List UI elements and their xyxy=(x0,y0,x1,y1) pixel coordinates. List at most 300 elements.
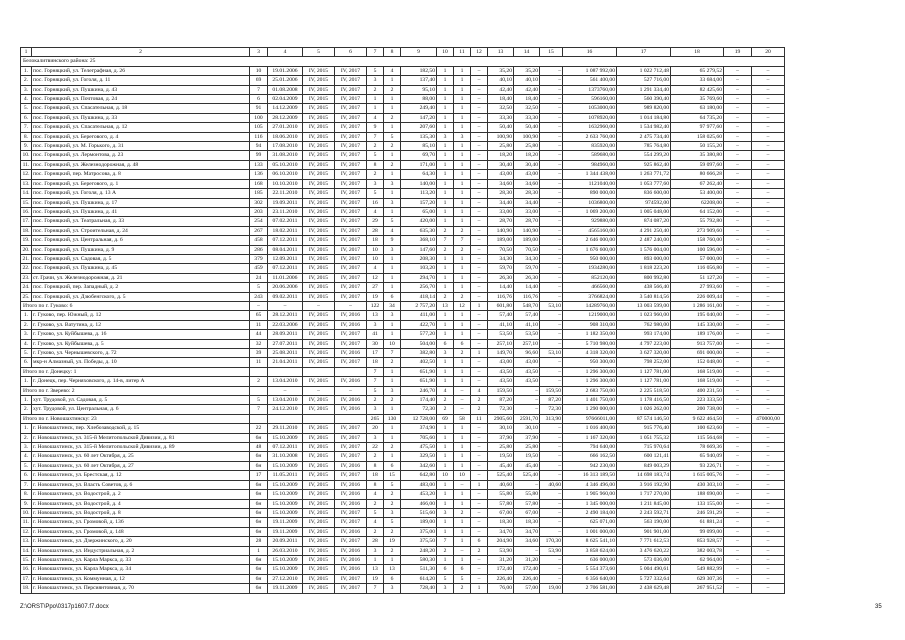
table-cell: – xyxy=(752,283,785,292)
table-cell: IV, 2015 xyxy=(303,283,335,292)
table-cell: – xyxy=(514,405,540,414)
table-cell: 158 760,00 xyxy=(671,236,724,245)
column-number-header: 14 xyxy=(514,48,540,57)
table-cell: IV, 2015 xyxy=(303,584,335,593)
table-cell: 5 xyxy=(384,217,401,226)
table-cell: 62 964,00 xyxy=(671,555,724,564)
table-cell: 22.11.2010 xyxy=(268,189,303,198)
table-cell: – xyxy=(724,189,752,198)
table-cell: 4 xyxy=(384,226,401,235)
table-cell: 51 127,20 xyxy=(671,273,724,282)
table-cell: 1 717 270,00 xyxy=(617,490,671,499)
table-cell: 2 475 734,40 xyxy=(617,132,671,141)
table-cell: 1036800,00 xyxy=(563,198,617,207)
table-cell: – xyxy=(454,396,471,405)
table-cell: 34,70 xyxy=(488,527,514,536)
table-cell: 420,00 xyxy=(401,217,437,226)
table-cell: – xyxy=(471,160,488,169)
table-cell: – xyxy=(724,301,752,310)
table-cell: 62208,00 xyxy=(671,198,724,207)
table-cell: 651,90 xyxy=(401,367,437,376)
table-cell: 40,60 xyxy=(540,480,563,489)
table-cell: – xyxy=(752,433,785,442)
table-cell: 22 xyxy=(250,424,268,433)
table-cell: – xyxy=(752,151,785,160)
table-cell: 1 xyxy=(454,424,471,433)
table-cell: 24 xyxy=(250,273,268,282)
table-cell: 25,80 xyxy=(488,443,514,452)
table-cell: 1 xyxy=(471,584,488,593)
table-cell: 2 490 184,00 xyxy=(563,508,617,517)
table-cell: г. Донецк, пер. Черняховского, д. 14-в, литер А xyxy=(32,377,250,386)
table-cell: 5 554 373,60 xyxy=(563,565,617,574)
table-cell: 28 xyxy=(250,537,268,546)
table-cell: пос. Горняцкий, ул. Дзюбенгского, д. 5 xyxy=(32,292,250,301)
total-label: Итого по г. Новошахтинску: 23 xyxy=(21,414,250,423)
table-row xyxy=(21,292,785,301)
table-cell: г. Новошахтинск, ул. Громовой, д. 148 xyxy=(32,527,250,536)
table-cell: – xyxy=(268,301,303,310)
table-cell: 33,30 xyxy=(514,113,540,122)
table-cell: 256,70 xyxy=(401,283,437,292)
table-cell: – xyxy=(724,518,752,527)
column-number-header: 7 xyxy=(367,48,384,57)
table-cell: пос. Горняцкий, ул. Пушкина, д. 45 xyxy=(32,264,250,273)
table-cell: – xyxy=(471,330,488,339)
table-cell: 07.12.2011 xyxy=(268,264,303,273)
table-cell: – xyxy=(471,151,488,160)
table-cell: – xyxy=(752,236,785,245)
table-cell: IV, 2017 xyxy=(335,273,367,282)
table-cell: IV, 2015 xyxy=(303,537,335,546)
table-cell: – xyxy=(540,574,563,583)
table-cell: 1 xyxy=(437,283,454,292)
table-cell: – xyxy=(471,452,488,461)
table-cell: 1 xyxy=(437,311,454,320)
table-cell: 168 519,00 xyxy=(671,377,724,386)
table-cell: 1 291 334,40 xyxy=(617,85,671,94)
table-cell: IV, 2015 xyxy=(303,254,335,263)
table-cell: 20. xyxy=(22,246,30,253)
table-row xyxy=(21,518,785,527)
table-row xyxy=(21,85,785,94)
table-cell: – xyxy=(752,405,785,414)
table-cell: 05.10.2010 xyxy=(268,160,303,169)
table-cell: IV, 2016 xyxy=(335,377,367,386)
table-cell: – xyxy=(454,546,471,555)
table-cell: 65 279,52 xyxy=(671,66,724,75)
table-cell: 525,40 xyxy=(488,471,514,480)
table-cell: 6. xyxy=(21,113,32,122)
table-cell: 93 226,71 xyxy=(671,461,724,470)
table-cell: 15.10.2009 xyxy=(268,433,303,442)
table-cell: 18.06.2010 xyxy=(268,132,303,141)
column-number-header: 8 xyxy=(384,48,401,57)
table-cell: 1 xyxy=(437,377,454,386)
table-cell: 28.12.2009 xyxy=(268,113,303,122)
table-cell: 35 769,60 xyxy=(671,95,724,104)
table-cell: 7 xyxy=(367,377,384,386)
table-cell: 82 425,60 xyxy=(671,85,724,94)
table-cell: 1 xyxy=(384,170,401,179)
table-row xyxy=(21,527,785,536)
table-cell: 1 xyxy=(437,518,454,527)
table-cell: 87,20 xyxy=(540,396,563,405)
table-cell: 3. xyxy=(21,85,32,94)
table-row xyxy=(21,330,785,339)
table-cell: 950 300,00 xyxy=(563,358,617,367)
table-cell: 1053000,00 xyxy=(563,104,617,113)
table-cell: 4 xyxy=(367,113,384,122)
table-cell: 34,70 xyxy=(514,527,540,536)
table-cell: – xyxy=(540,292,563,301)
table-cell: 13. xyxy=(22,538,30,545)
table-cell: 69,70 xyxy=(401,151,437,160)
table-cell: 133 xyxy=(250,160,268,169)
table-cell: 1 xyxy=(250,546,268,555)
table-cell: 800 992,80 xyxy=(617,273,671,282)
table-cell: IV, 2015 xyxy=(303,113,335,122)
table-cell: 41,10 xyxy=(488,320,514,329)
table-cell: IV, 2015 xyxy=(303,170,335,179)
table-cell: – xyxy=(752,226,785,235)
table-cell: 207,60 xyxy=(401,123,437,132)
table-cell: г. Новошахтинск, пер. Хлебозаводской, д. 15 xyxy=(32,424,250,433)
table-cell: – xyxy=(752,330,785,339)
table-cell: 55 792,80 xyxy=(671,217,724,226)
table-cell: 91 xyxy=(250,104,268,113)
table-cell: – xyxy=(471,471,488,480)
table-cell: 18,30 xyxy=(514,518,540,527)
table-cell: 6н xyxy=(250,565,268,574)
table-cell: 6н xyxy=(250,555,268,564)
table-cell: 1 xyxy=(454,76,471,85)
table-cell: 72,30 xyxy=(488,405,514,414)
table-cell: 157,20 xyxy=(401,198,437,207)
table-cell: – xyxy=(540,273,563,282)
table-cell: 984960,00 xyxy=(563,160,617,169)
table-cell: 1 xyxy=(384,273,401,282)
table-cell: – xyxy=(471,518,488,527)
table-cell: IV, 2015 xyxy=(303,207,335,216)
table-cell: 4 xyxy=(471,386,488,395)
total-label: Итого по г. Зверево: 2 xyxy=(21,386,250,395)
table-cell: 1 xyxy=(454,311,471,320)
table-cell: 267 951,52 xyxy=(671,584,724,593)
table-cell: 1 127 781,00 xyxy=(617,377,671,386)
table-cell: 43,50 xyxy=(514,377,540,386)
table-cell: – xyxy=(752,396,785,405)
table-cell: 3. xyxy=(21,443,32,452)
table-cell: – xyxy=(752,132,785,141)
table-cell: 32,50 xyxy=(488,104,514,113)
table-cell: 182,50 xyxy=(401,66,437,75)
table-cell: – xyxy=(471,499,488,508)
table-cell: – xyxy=(540,490,563,499)
table-cell: пос. Горняцкий, пер. Матросова, д. 8 xyxy=(32,170,250,179)
table-cell: – xyxy=(303,386,335,395)
table-cell: – xyxy=(724,264,752,273)
table-cell: 1121040,00 xyxy=(563,179,617,188)
table-cell: – xyxy=(724,254,752,263)
table-cell: 140,00 xyxy=(401,179,437,188)
table-cell: 22.03.2006 xyxy=(268,320,303,329)
table-cell: 993 174,00 xyxy=(617,330,671,339)
table-cell: – xyxy=(752,198,785,207)
table-cell: – xyxy=(268,386,303,395)
table-cell: – xyxy=(724,66,752,75)
total-label: Итого по г. Гуково: 6 xyxy=(21,301,250,310)
table-cell: 3 xyxy=(454,132,471,141)
table-cell: 96,60 xyxy=(514,349,540,358)
table-cell: г. Новошахтинск, ул. 315-й Мелитопольской Дивизии, д. 81 xyxy=(32,433,250,442)
table-cell: 342,60 xyxy=(401,461,437,470)
table-cell: – xyxy=(540,160,563,169)
table-cell: 204,90 xyxy=(488,537,514,546)
table-cell: IV, 2016 xyxy=(335,320,367,329)
table-cell: 3 xyxy=(384,508,401,517)
table-cell: – xyxy=(752,546,785,555)
table-cell: 1 xyxy=(384,123,401,132)
table-cell: 10. xyxy=(22,152,30,159)
table-cell: 130 xyxy=(384,414,401,423)
table-cell: – xyxy=(514,386,540,395)
table-cell: г. Новошахтинск, ул. Брестская, д. 12 xyxy=(32,471,250,480)
table-cell: 2. xyxy=(21,433,32,442)
table-cell: 57 000,00 xyxy=(671,254,724,263)
table-cell: 53,90 xyxy=(540,546,563,555)
table-cell: 1 xyxy=(367,95,384,104)
table-cell: 2 757,20 xyxy=(401,301,437,310)
table-cell: IV, 2017 xyxy=(335,574,367,583)
table-cell: – xyxy=(471,226,488,235)
table-cell: 257,10 xyxy=(488,339,514,348)
table-cell: 12 xyxy=(367,273,384,282)
table-cell: 1 xyxy=(384,151,401,160)
table-cell: 09.02.2011 xyxy=(268,292,303,301)
table-cell: пос. Горняцкий, ул. Почтовая, д. 24 xyxy=(32,95,250,104)
table-cell: 2 xyxy=(384,546,401,555)
table-cell: 1 xyxy=(437,433,454,442)
table-cell: 267 xyxy=(250,226,268,235)
table-cell: 26.03.2010 xyxy=(268,546,303,555)
table-cell xyxy=(250,367,268,376)
total-label: Итого по г. Донецку: 1 xyxy=(21,367,250,376)
table-cell: 16. xyxy=(22,208,30,215)
table-cell: 1 xyxy=(437,76,454,85)
table-cell: – xyxy=(540,189,563,198)
table-cell: – xyxy=(752,471,785,480)
table-cell: 100,90 xyxy=(488,132,514,141)
table-cell: пос. Горняцкий, ул. Берегового, д. 1 xyxy=(32,179,250,188)
table-cell: – xyxy=(471,443,488,452)
table-cell: 203 xyxy=(250,207,268,216)
total-row xyxy=(21,301,785,310)
table-cell: 3 xyxy=(384,198,401,207)
table-cell: IV, 2015 xyxy=(303,499,335,508)
table-cell: 3 xyxy=(367,179,384,188)
table-cell: 80 666,28 xyxy=(671,170,724,179)
table-row xyxy=(21,170,785,179)
table-cell: 189,00 xyxy=(401,518,437,527)
table-cell: 1 xyxy=(384,95,401,104)
table-cell: 915 776,40 xyxy=(617,424,671,433)
table-cell: IV, 2015 xyxy=(303,189,335,198)
table-cell: – xyxy=(752,527,785,536)
table-cell: – xyxy=(724,104,752,113)
table-cell: – xyxy=(752,179,785,188)
table-cell: – xyxy=(752,311,785,320)
table-cell: 136 xyxy=(250,170,268,179)
table-cell: – xyxy=(454,386,471,395)
table-cell: – xyxy=(471,142,488,151)
table-cell: IV, 2015 xyxy=(303,508,335,517)
table-cell: 1 xyxy=(454,518,471,527)
table-cell: 3 xyxy=(384,179,401,188)
table-cell: IV, 2016 xyxy=(335,349,367,358)
table-cell: – xyxy=(540,254,563,263)
table-cell: 4 318 320,00 xyxy=(563,349,617,358)
table-row xyxy=(21,546,785,555)
table-cell: 27 xyxy=(367,283,384,292)
table-cell: 95,10 xyxy=(401,85,437,94)
table-cell: – xyxy=(724,198,752,207)
column-number-header: 17 xyxy=(617,48,671,57)
table-cell: 34,60 xyxy=(514,537,540,546)
table-cell: – xyxy=(724,537,752,546)
table-cell: 2 xyxy=(454,349,471,358)
table-cell: 635,30 xyxy=(401,226,437,235)
table-cell: 11 xyxy=(250,320,268,329)
table-cell: 14,40 xyxy=(514,283,540,292)
table-row xyxy=(21,405,785,414)
table-cell: 2 xyxy=(437,546,454,555)
table-cell: 116 xyxy=(250,132,268,141)
table-row xyxy=(21,104,785,113)
table-cell: IV, 2015 xyxy=(303,527,335,536)
table-cell: 14 698 183,74 xyxy=(617,471,671,480)
table-cell: 28 xyxy=(367,226,384,235)
table-cell: 248,20 xyxy=(401,546,437,555)
table-cell: 94 xyxy=(250,142,268,151)
table-cell: – xyxy=(752,104,785,113)
table-cell: – xyxy=(471,555,488,564)
table-cell: IV, 2015 xyxy=(303,264,335,273)
table-cell: 3 xyxy=(367,76,384,85)
table-cell: 1 001 000,00 xyxy=(563,527,617,536)
table-cell: – xyxy=(752,320,785,329)
table-cell: IV, 2017 xyxy=(335,283,367,292)
table-cell: 5. xyxy=(21,104,32,113)
table-cell: 4 xyxy=(367,518,384,527)
table-cell: пос. Горняцкий, ул. Гоголя, д. 13 А xyxy=(32,189,250,198)
table-cell: 1 xyxy=(454,179,471,188)
table-cell: IV, 2017 xyxy=(335,330,367,339)
table-cell: 589680,00 xyxy=(563,151,617,160)
table-cell: 7 xyxy=(454,236,471,245)
table-cell: 13 xyxy=(367,311,384,320)
table-cell: 57,00 xyxy=(514,584,540,593)
table-cell: 17. xyxy=(22,575,30,582)
table-cell: – xyxy=(724,386,752,395)
table-cell: – xyxy=(471,179,488,188)
table-row xyxy=(21,123,785,132)
table-cell: 6 356 640,00 xyxy=(563,574,617,583)
table-cell: 2 243 592,71 xyxy=(617,508,671,517)
table-cell: 1373760,00 xyxy=(563,85,617,94)
table-cell: – xyxy=(724,170,752,179)
table-cell: 3 540 814,56 xyxy=(617,292,671,301)
table-cell: – xyxy=(540,132,563,141)
table-cell: 5 xyxy=(367,151,384,160)
table-cell: 33,00 xyxy=(488,207,514,216)
table-cell: – xyxy=(724,226,752,235)
table-cell: – xyxy=(724,527,752,536)
table-row xyxy=(21,264,785,273)
table-row xyxy=(21,433,785,442)
table-cell: 2 xyxy=(367,499,384,508)
table-cell: IV, 2015 xyxy=(303,95,335,104)
table-cell: – xyxy=(540,555,563,564)
table-cell: 1 xyxy=(437,367,454,376)
table-cell: 1 xyxy=(437,452,454,461)
table-cell: – xyxy=(724,123,752,132)
table-cell: 64 152,00 xyxy=(671,207,724,216)
table-cell: 1 xyxy=(454,160,471,169)
table-cell: IV, 2017 xyxy=(335,123,367,132)
table-cell: г. Новошахтинск, ул. 315-й Мелитопольской Дивизии, д. 89 xyxy=(32,443,250,452)
table-cell: 25,80 xyxy=(514,443,540,452)
table-cell: 1 xyxy=(471,301,488,310)
table-cell: 4 xyxy=(384,66,401,75)
table-cell: 8 xyxy=(367,461,384,470)
table-cell: 31.08.2010 xyxy=(268,151,303,160)
table-cell: IV, 2017 xyxy=(335,339,367,348)
table-cell: мкр-н Алмазный, ул. Победы, д. 10 xyxy=(32,358,250,367)
table-cell: 22 xyxy=(367,443,384,452)
table-cell: 1 818 223,20 xyxy=(617,264,671,273)
table-cell: 4. xyxy=(21,95,32,104)
table-cell: 34,40 xyxy=(488,198,514,207)
table-cell: 3 xyxy=(384,245,401,254)
table-cell: 53,10 xyxy=(540,301,563,310)
table-cell: 1 xyxy=(437,424,454,433)
table-cell: 925 862,40 xyxy=(617,160,671,169)
table-cell: – xyxy=(724,160,752,169)
table-cell: – xyxy=(724,377,752,386)
table-cell: 31.10.2008 xyxy=(268,452,303,461)
table-cell: 10. xyxy=(22,509,30,516)
table-cell: 57,40 xyxy=(514,311,540,320)
table-cell: – xyxy=(724,179,752,188)
table-cell: 116,76 xyxy=(514,292,540,301)
table-cell: 6 xyxy=(384,574,401,583)
table-row xyxy=(21,311,785,320)
table-cell: 580,30 xyxy=(401,555,437,564)
table-cell: 31,20 xyxy=(488,555,514,564)
table-cell: 5. xyxy=(21,349,32,358)
table-cell: 1 xyxy=(454,254,471,263)
table-cell: 1 xyxy=(437,104,454,113)
table-cell: 286 xyxy=(250,245,268,254)
table-cell: – xyxy=(514,546,540,555)
table-cell: IV, 2015 xyxy=(303,377,335,386)
table-cell: 34 xyxy=(384,301,401,310)
table-cell: пос. Горняцкий, ул. Пушкина, д. 43 xyxy=(32,85,250,94)
table-cell: 6н xyxy=(250,433,268,442)
table-cell: г. Новошахтинск, ул. Водострой, д. 8 xyxy=(32,508,250,517)
table-cell: 3 858 624,00 xyxy=(563,546,617,555)
